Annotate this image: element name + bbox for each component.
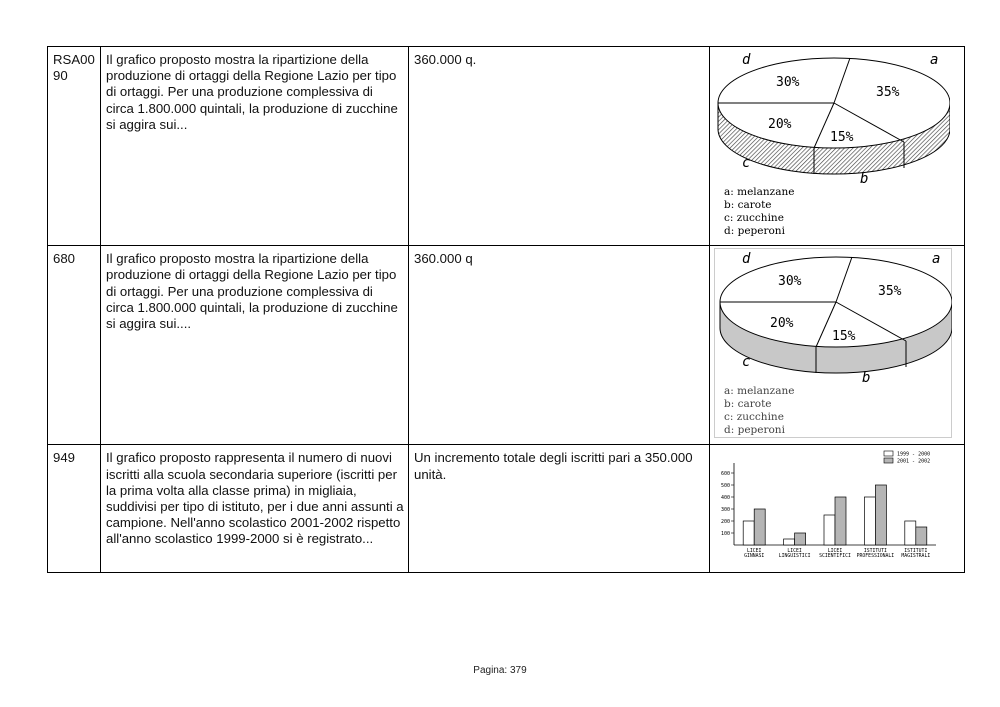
bar — [743, 521, 754, 545]
slice-c-letter: c — [742, 155, 751, 171]
legend-item: d: peperoni — [724, 424, 785, 437]
question-text: Il grafico proposto mostra la ripartizione della produzione di ortaggi della Regione Lazio per tipo di ortaggi. Per una produzione complessiva di circa 1.800.000 quintali, la produzione di zucchine si aggira sui.... — [101, 246, 409, 445]
x-tick-label: PROFESSIONALI — [856, 554, 895, 560]
y-tick-label: 400 — [720, 495, 730, 502]
legend-swatch — [884, 451, 893, 456]
slice-b-letter: b — [860, 171, 869, 187]
slice-c-pct: 20% — [770, 316, 794, 332]
slice-a-letter: a — [930, 52, 939, 68]
bar — [795, 533, 806, 545]
answer-text: Un incremento totale degli iscritti pari a 350.000 unità. — [409, 445, 710, 572]
page-number: Pagina: 379 — [473, 665, 527, 676]
bar — [864, 497, 875, 545]
slice-c-letter: c — [742, 354, 751, 371]
x-tick-label: LICEI — [787, 549, 802, 555]
table-row — [48, 445, 965, 572]
answer-text: 360.000 q. — [409, 47, 710, 246]
bar — [916, 527, 927, 545]
question-id: 680 — [48, 246, 101, 445]
slice-b-letter: b — [862, 370, 871, 387]
y-tick-label: 600 — [720, 471, 730, 478]
slice-a-pct: 35% — [876, 85, 900, 100]
x-tick-label: LINGUISTICI — [778, 554, 811, 560]
bar — [835, 497, 846, 545]
slice-d-pct: 30% — [778, 274, 802, 290]
legend-item: a: melanzane — [724, 186, 795, 198]
legend-item: b: carote — [724, 199, 772, 211]
y-tick-label: 500 — [720, 483, 730, 490]
slice-b-pct: 15% — [832, 329, 856, 345]
x-tick-label: MAGISTRALI — [901, 554, 931, 560]
legend-label: 1999 - 2000 — [897, 451, 931, 458]
answer-text: 360.000 q — [409, 246, 710, 445]
y-tick-label: 300 — [720, 507, 730, 514]
bar — [824, 515, 835, 545]
question-id: RSA0090 — [48, 47, 101, 246]
x-tick-label: ISTITUTI — [904, 549, 928, 555]
table-row — [48, 246, 965, 445]
x-tick-label: GINNASI — [744, 554, 765, 560]
x-tick-label: LICEI — [746, 549, 762, 555]
slice-a-letter: a — [932, 251, 941, 268]
questions-table — [47, 46, 965, 573]
figure-cell — [710, 445, 965, 572]
pie-chart-figure — [714, 248, 952, 438]
slice-d-pct: 30% — [776, 75, 800, 90]
bar-chart — [714, 447, 946, 565]
x-tick-label: ISTITUTI — [863, 549, 887, 555]
bar — [784, 539, 795, 545]
legend-item: d: peperoni — [724, 225, 785, 237]
table-row — [48, 47, 965, 246]
legend-item: c: zucchine — [724, 411, 784, 424]
slice-c-pct: 20% — [768, 117, 792, 132]
x-tick-label: SCIENTIFICI — [819, 554, 851, 560]
bar — [754, 509, 765, 545]
legend-item: c: zucchine — [724, 212, 784, 224]
question-text: Il grafico proposto rappresenta il numero di nuovi iscritti alla scuola secondaria superiore (iscritti per la prima volta alla classe prima) in migliaia, suddivisi per tipo di istituto, per i due anni assunti a campione. Nell'anno scolastico 2001-2002 rispetto all'anno scolastico 1999-2000 si è registrato... — [101, 445, 409, 572]
slice-b-pct: 15% — [830, 130, 854, 145]
bar — [875, 485, 886, 545]
slice-d-letter: d — [742, 52, 751, 68]
y-tick-label: 200 — [720, 519, 730, 526]
slice-d-letter: d — [742, 251, 751, 268]
question-text: Il grafico proposto mostra la ripartizione della produzione di ortaggi della Regione Lazio per tipo di ortaggi. Per una produzione complessiva di circa 1.800.000 quintali, la produzione di zucchine si aggira sui... — [101, 47, 409, 246]
legend-label: 2001 - 2002 — [897, 458, 931, 465]
figure-cell — [710, 246, 965, 445]
bar — [905, 521, 916, 545]
legend-item: b: carote — [724, 398, 772, 411]
legend-item: a: melanzane — [724, 385, 795, 398]
y-tick-label: 100 — [720, 531, 730, 538]
legend-swatch — [884, 458, 893, 463]
question-id: 949 — [48, 445, 101, 572]
slice-a-pct: 35% — [878, 284, 902, 300]
figure-cell — [710, 47, 965, 246]
pie-chart-figure — [714, 49, 950, 239]
x-tick-label: LICEI — [827, 549, 843, 555]
